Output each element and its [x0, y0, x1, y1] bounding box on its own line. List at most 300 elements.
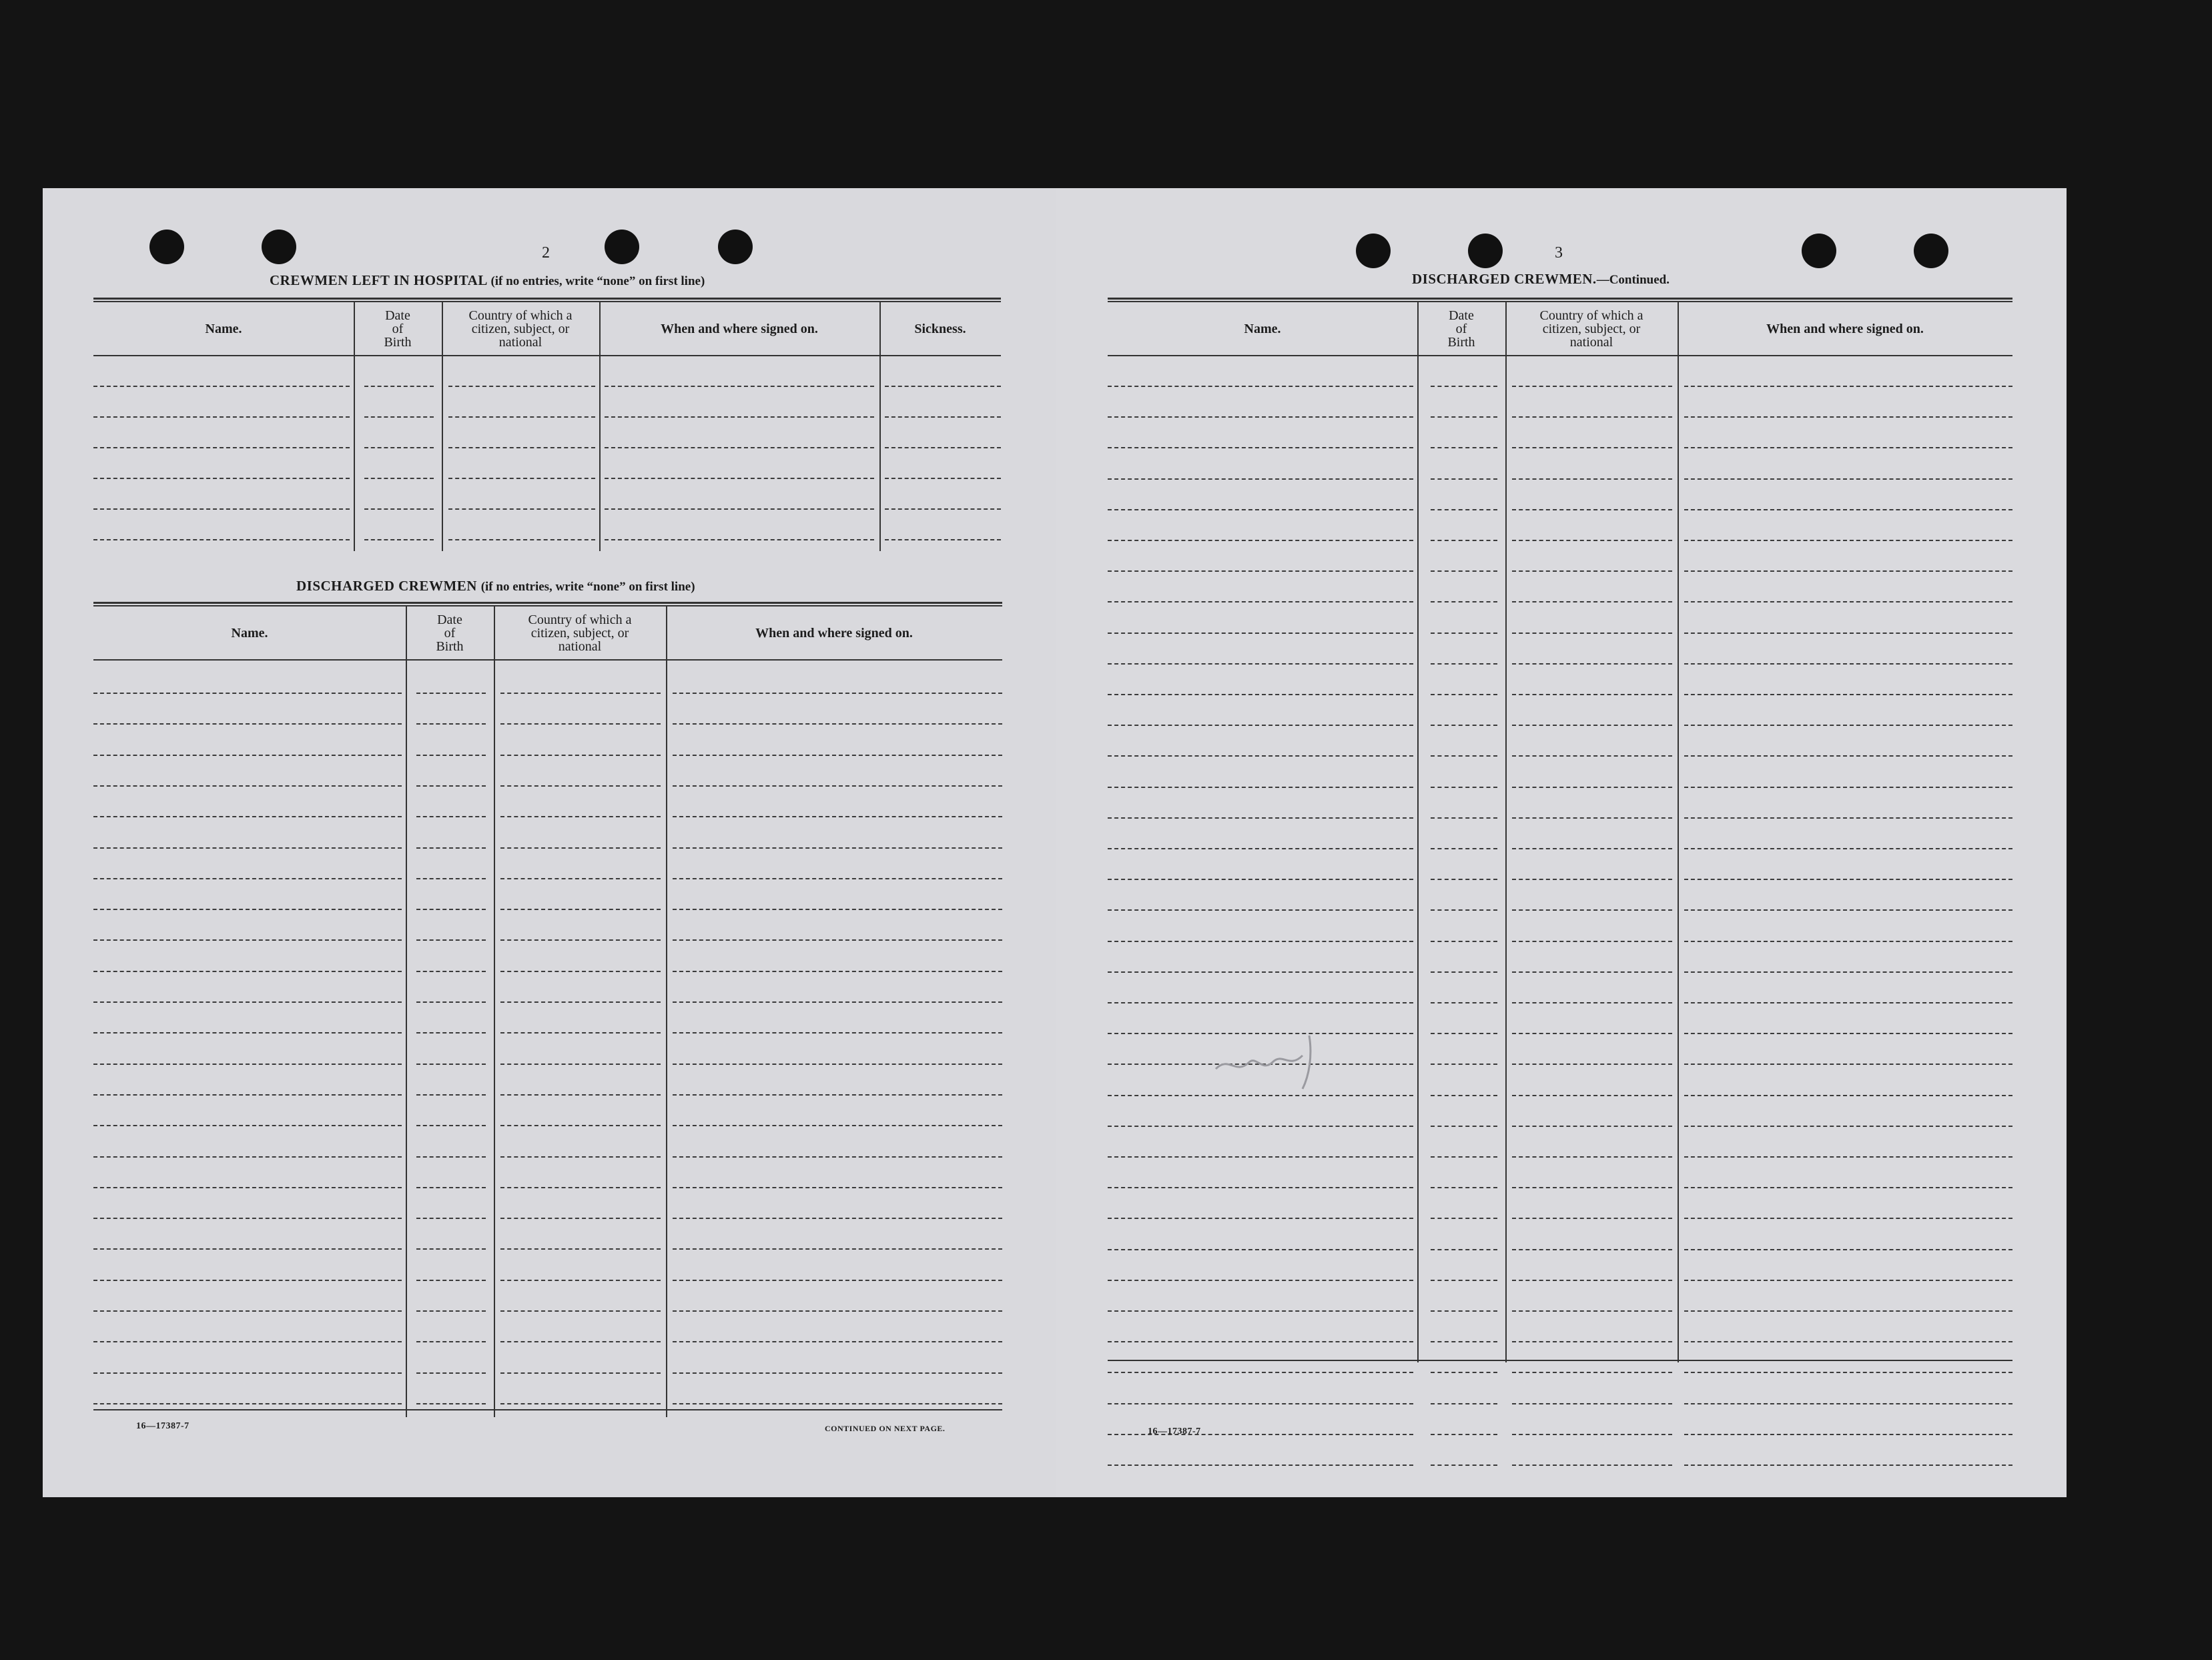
- col-header-name: Name.: [231, 626, 268, 641]
- ruled-line: [673, 909, 1002, 910]
- right-page: [1056, 188, 2067, 1497]
- col-header-country: Country of which a citizen, subject, or national: [1539, 308, 1643, 350]
- ruled-line: [364, 539, 434, 540]
- ruled-line: [673, 971, 1002, 972]
- ruled-line: [1512, 694, 1672, 695]
- ruled-line: [364, 508, 434, 510]
- discharged-ledger: [93, 602, 1002, 1416]
- ruled-line: [1108, 633, 1413, 634]
- ruled-line: [1108, 1249, 1413, 1250]
- ruled-line: [93, 1156, 402, 1158]
- ruled-line: [500, 1187, 661, 1188]
- ruled-line: [1512, 1064, 1672, 1065]
- ruled-line: [93, 1310, 402, 1312]
- punch-hole: [1468, 234, 1503, 268]
- ruled-line: [93, 1064, 402, 1065]
- col-header-dob: Date of Birth: [1447, 308, 1475, 350]
- ruled-line: [1684, 1187, 2012, 1188]
- ruled-line: [1431, 1126, 1497, 1127]
- ruled-line: [416, 816, 486, 817]
- ruled-line: [1431, 787, 1497, 788]
- ruled-line: [1108, 755, 1413, 757]
- form-number: 16—17387-7: [1148, 1426, 1201, 1436]
- ruled-line: [1431, 1156, 1497, 1158]
- ruled-line: [1684, 1341, 2012, 1342]
- ruled-line: [1431, 416, 1497, 418]
- ruled-line: [605, 478, 874, 479]
- ruled-line: [1108, 447, 1413, 448]
- discharged-title-text: DISCHARGED CREWMEN: [296, 578, 477, 594]
- ruled-line: [673, 1064, 1002, 1065]
- ruled-line: [1108, 1341, 1413, 1342]
- ruled-line: [1512, 386, 1672, 387]
- ruled-line: [1108, 1280, 1413, 1281]
- ruled-line: [93, 1280, 402, 1281]
- ruled-line: [673, 1187, 1002, 1188]
- ruled-line: [500, 1248, 661, 1250]
- page-number: 3: [1555, 244, 1563, 262]
- ruled-line: [885, 478, 1001, 479]
- ruled-line: [605, 539, 874, 540]
- ruled-line: [1431, 601, 1497, 602]
- ruled-line: [93, 1032, 402, 1033]
- ruled-line: [416, 1403, 486, 1404]
- ruled-line: [1512, 941, 1672, 942]
- ruled-line: [1431, 1218, 1497, 1219]
- ruled-line: [1431, 1465, 1497, 1466]
- ruled-line: [1431, 1403, 1497, 1404]
- pencil-mark: [1209, 1015, 1343, 1096]
- ruled-line: [885, 416, 1001, 418]
- ruled-line: [673, 1218, 1002, 1219]
- ruled-line: [1108, 601, 1413, 602]
- ruled-line: [1684, 1310, 2012, 1312]
- ruled-line: [500, 1064, 661, 1065]
- discharged-section-title: [296, 578, 695, 594]
- ruled-line: [1512, 1465, 1672, 1466]
- ruled-line: [1108, 386, 1413, 387]
- ruled-line: [93, 1403, 402, 1404]
- ruled-line: [93, 1187, 402, 1188]
- ruled-line: [673, 878, 1002, 879]
- ruled-line: [1512, 1033, 1672, 1034]
- continued-title-text: DISCHARGED CREWMEN.: [1412, 271, 1597, 287]
- col-header-dob: Date of Birth: [436, 612, 464, 654]
- ruled-line: [885, 447, 1001, 448]
- ruled-line: [93, 478, 350, 479]
- ruled-line: [1108, 1126, 1413, 1127]
- ruled-line: [1108, 941, 1413, 942]
- col-header-name: Name.: [1244, 322, 1281, 336]
- ruled-line: [93, 785, 402, 787]
- ruled-line: [1108, 1310, 1413, 1312]
- ruled-line: [1108, 416, 1413, 418]
- ruled-line: [1684, 1465, 2012, 1466]
- ruled-line: [1684, 848, 2012, 849]
- ruled-line: [1684, 1156, 2012, 1158]
- ruled-line: [500, 785, 661, 787]
- ruled-line: [1108, 848, 1413, 849]
- hospital-title-text: CREWMEN LEFT IN HOSPITAL: [270, 272, 487, 288]
- ruled-line: [1431, 879, 1497, 880]
- ruled-line: [416, 1218, 486, 1219]
- ruled-line: [1684, 601, 2012, 602]
- ruled-line: [1431, 1372, 1497, 1373]
- ruled-line: [93, 1341, 402, 1342]
- ruled-line: [1684, 1064, 2012, 1065]
- ruled-line: [1684, 941, 2012, 942]
- ruled-line: [1431, 1280, 1497, 1281]
- ruled-line: [416, 1032, 486, 1033]
- ruled-line: [1431, 971, 1497, 973]
- ruled-line: [448, 508, 595, 510]
- ruled-line: [416, 878, 486, 879]
- ruled-line: [1431, 1341, 1497, 1342]
- ruled-line: [673, 1001, 1002, 1003]
- ruled-line: [1512, 1249, 1672, 1250]
- ruled-line: [1512, 909, 1672, 911]
- col-header-signed: When and where signed on.: [755, 626, 913, 641]
- ruled-line: [1431, 848, 1497, 849]
- ruled-line: [416, 785, 486, 787]
- punch-hole: [1802, 234, 1836, 268]
- col-header-signed: When and where signed on.: [661, 322, 818, 336]
- ruled-line: [93, 939, 402, 941]
- ruled-line: [1684, 755, 2012, 757]
- ruled-line: [500, 723, 661, 725]
- ruled-line: [1512, 1372, 1672, 1373]
- ruled-line: [1684, 633, 2012, 634]
- ruled-line: [1431, 1434, 1497, 1435]
- ruled-line: [1684, 478, 2012, 480]
- ruled-line: [1431, 725, 1497, 726]
- ruled-line: [605, 447, 874, 448]
- ruled-line: [673, 847, 1002, 849]
- ruled-line: [1431, 694, 1497, 695]
- ruled-line: [416, 1125, 486, 1126]
- ruled-line: [416, 939, 486, 941]
- ruled-line: [1512, 478, 1672, 480]
- ruled-line: [673, 1156, 1002, 1158]
- continued-footnote: CONTINUED ON NEXT PAGE.: [825, 1424, 946, 1433]
- ruled-line: [1431, 817, 1497, 819]
- ruled-line: [1512, 1403, 1672, 1404]
- ruled-line: [1431, 633, 1497, 634]
- ruled-line: [1684, 540, 2012, 541]
- ruled-line: [500, 909, 661, 910]
- ruled-line: [1431, 1064, 1497, 1065]
- ruled-line: [500, 1156, 661, 1158]
- ruled-line: [1108, 570, 1413, 572]
- ruled-line: [364, 386, 434, 387]
- ruled-line: [1108, 1465, 1413, 1466]
- ruled-line: [448, 416, 595, 418]
- col-header-sickness: Sickness.: [914, 322, 966, 336]
- punch-hole: [1914, 234, 1948, 268]
- ruled-line: [93, 723, 402, 725]
- ruled-line: [1512, 1187, 1672, 1188]
- ruled-line: [605, 386, 874, 387]
- ruled-line: [364, 416, 434, 418]
- ruled-line: [1684, 971, 2012, 973]
- ruled-line: [1512, 447, 1672, 448]
- ruled-line: [673, 1248, 1002, 1250]
- ruled-line: [1512, 1156, 1672, 1158]
- ruled-line: [1431, 909, 1497, 911]
- left-page: [43, 188, 1058, 1497]
- ruled-line: [500, 1094, 661, 1096]
- discharged-continued-ledger: [1108, 298, 2012, 1365]
- ruled-line: [1684, 447, 2012, 448]
- ruled-line: [1684, 416, 2012, 418]
- ruled-line: [416, 1187, 486, 1188]
- ruled-line: [1108, 1403, 1413, 1404]
- ruled-line: [1512, 725, 1672, 726]
- ruled-line: [500, 755, 661, 756]
- ruled-line: [1108, 1156, 1413, 1158]
- ruled-line: [1512, 663, 1672, 665]
- ruled-line: [500, 1280, 661, 1281]
- hospital-title-note: (if no entries, write “none” on first line): [490, 274, 705, 288]
- punch-hole: [718, 230, 753, 264]
- ruled-line: [1684, 909, 2012, 911]
- ruled-line: [93, 847, 402, 849]
- ruled-line: [448, 386, 595, 387]
- ruled-line: [93, 539, 350, 540]
- ruled-line: [416, 1001, 486, 1003]
- ruled-line: [416, 1064, 486, 1065]
- ruled-line: [1684, 570, 2012, 572]
- ruled-line: [1684, 1126, 2012, 1127]
- ruled-line: [673, 755, 1002, 756]
- ruled-line: [885, 386, 1001, 387]
- ruled-line: [1512, 540, 1672, 541]
- ruled-line: [1512, 1434, 1672, 1435]
- ruled-line: [93, 1001, 402, 1003]
- ruled-line: [93, 909, 402, 910]
- ruled-line: [364, 478, 434, 479]
- ruled-line: [1512, 848, 1672, 849]
- ruled-line: [500, 1403, 661, 1404]
- ruled-line: [416, 971, 486, 972]
- ruled-line: [1108, 817, 1413, 819]
- ruled-line: [1684, 1434, 2012, 1435]
- ruled-line: [1431, 663, 1497, 665]
- punch-hole: [1356, 234, 1391, 268]
- ruled-line: [673, 1310, 1002, 1312]
- ruled-line: [448, 539, 595, 540]
- ruled-line: [1684, 1372, 2012, 1373]
- ruled-line: [416, 909, 486, 910]
- ruled-line: [1684, 694, 2012, 695]
- ruled-line: [93, 816, 402, 817]
- ruled-line: [673, 785, 1002, 787]
- ruled-line: [93, 447, 350, 448]
- ruled-line: [416, 693, 486, 694]
- ruled-line: [93, 1372, 402, 1374]
- ruled-line: [1684, 663, 2012, 665]
- ruled-line: [93, 971, 402, 972]
- ruled-line: [500, 1218, 661, 1219]
- punch-hole: [262, 230, 296, 264]
- ruled-line: [673, 1372, 1002, 1374]
- ruled-line: [1684, 1403, 2012, 1404]
- ruled-line: [416, 1372, 486, 1374]
- punch-hole: [605, 230, 639, 264]
- ruled-line: [416, 1248, 486, 1250]
- ruled-line: [416, 1156, 486, 1158]
- ruled-line: [1512, 1280, 1672, 1281]
- ruled-line: [1108, 694, 1413, 695]
- ruled-line: [500, 1125, 661, 1126]
- col-header-signed: When and where signed on.: [1766, 322, 1924, 336]
- ruled-line: [1512, 633, 1672, 634]
- ruled-line: [1431, 1002, 1497, 1003]
- ruled-line: [1431, 540, 1497, 541]
- ruled-line: [448, 478, 595, 479]
- ruled-line: [93, 1248, 402, 1250]
- punch-hole: [149, 230, 184, 264]
- ruled-line: [673, 816, 1002, 817]
- ruled-line: [1512, 879, 1672, 880]
- ruled-line: [673, 723, 1002, 725]
- ruled-line: [1431, 941, 1497, 942]
- ruled-line: [1512, 601, 1672, 602]
- ruled-line: [673, 1280, 1002, 1281]
- ruled-line: [500, 693, 661, 694]
- ruled-line: [93, 508, 350, 510]
- ruled-line: [416, 847, 486, 849]
- ruled-line: [500, 1310, 661, 1312]
- ruled-line: [500, 816, 661, 817]
- hospital-section-title: [270, 272, 705, 289]
- ruled-line: [1512, 755, 1672, 757]
- ruled-line: [1684, 879, 2012, 880]
- col-header-country: Country of which a citizen, subject, or national: [468, 308, 573, 350]
- ruled-line: [673, 693, 1002, 694]
- ruled-line: [416, 755, 486, 756]
- ruled-line: [93, 386, 350, 387]
- ruled-line: [1512, 1310, 1672, 1312]
- ruled-line: [416, 1310, 486, 1312]
- ruled-line: [1512, 1126, 1672, 1127]
- ruled-line: [1431, 1033, 1497, 1034]
- ruled-line: [673, 1341, 1002, 1342]
- discharged-title-note: (if no entries, write “none” on first line): [480, 580, 695, 594]
- ruled-line: [1108, 1002, 1413, 1003]
- ruled-line: [93, 416, 350, 418]
- ruled-line: [1108, 879, 1413, 880]
- hospital-ledger: [93, 298, 1001, 551]
- ruled-line: [605, 416, 874, 418]
- ruled-line: [1108, 787, 1413, 788]
- ruled-line: [1684, 509, 2012, 510]
- ruled-line: [1684, 1218, 2012, 1219]
- ruled-line: [93, 693, 402, 694]
- ruled-line: [364, 447, 434, 448]
- ruled-line: [1431, 755, 1497, 757]
- ruled-line: [1108, 540, 1413, 541]
- ruled-line: [93, 1094, 402, 1096]
- ruled-line: [93, 878, 402, 879]
- ruled-line: [1684, 1280, 2012, 1281]
- ruled-line: [1431, 386, 1497, 387]
- ruled-line: [93, 755, 402, 756]
- ruled-line: [500, 971, 661, 972]
- col-header-dob: Date of Birth: [384, 308, 412, 350]
- ruled-line: [416, 723, 486, 725]
- ruled-line: [1684, 1095, 2012, 1096]
- ruled-line: [500, 1001, 661, 1003]
- col-header-country: Country of which a citizen, subject, or national: [528, 612, 632, 654]
- ruled-line: [1108, 1218, 1413, 1219]
- ruled-line: [500, 878, 661, 879]
- ruled-line: [605, 508, 874, 510]
- ruled-line: [1108, 1187, 1413, 1188]
- ruled-line: [1684, 817, 2012, 819]
- ruled-line: [93, 1218, 402, 1219]
- ruled-line: [1431, 1310, 1497, 1312]
- ruled-line: [673, 1094, 1002, 1096]
- ruled-line: [1431, 1095, 1497, 1096]
- ruled-line: [500, 1032, 661, 1033]
- ruled-line: [416, 1341, 486, 1342]
- ruled-line: [1512, 1095, 1672, 1096]
- col-header-name: Name.: [205, 322, 242, 336]
- ruled-line: [1108, 971, 1413, 973]
- ruled-line: [1108, 725, 1413, 726]
- ruled-line: [1431, 478, 1497, 480]
- ruled-line: [1108, 478, 1413, 480]
- continued-label: —Continued.: [1596, 273, 1670, 287]
- ruled-line: [1512, 416, 1672, 418]
- form-number: 16—17387-7: [136, 1421, 190, 1431]
- ruled-line: [1431, 447, 1497, 448]
- page-number: 2: [542, 244, 550, 262]
- ruled-line: [500, 939, 661, 941]
- discharged-continued-title: [1412, 271, 1670, 288]
- ruled-line: [1431, 1249, 1497, 1250]
- ruled-line: [1512, 1002, 1672, 1003]
- ruled-line: [500, 847, 661, 849]
- ruled-line: [448, 447, 595, 448]
- ruled-line: [1108, 909, 1413, 911]
- ruled-line: [1108, 509, 1413, 510]
- ruled-line: [1431, 570, 1497, 572]
- ruled-line: [1512, 1341, 1672, 1342]
- ruled-line: [1684, 787, 2012, 788]
- ruled-line: [1512, 971, 1672, 973]
- ruled-line: [1684, 1249, 2012, 1250]
- ruled-line: [1431, 509, 1497, 510]
- ruled-line: [1684, 386, 2012, 387]
- ruled-line: [1512, 787, 1672, 788]
- ruled-line: [885, 539, 1001, 540]
- ruled-line: [1512, 509, 1672, 510]
- ruled-line: [673, 939, 1002, 941]
- ruled-line: [416, 1280, 486, 1281]
- ruled-line: [1431, 1187, 1497, 1188]
- ruled-line: [93, 1125, 402, 1126]
- ruled-line: [1684, 725, 2012, 726]
- ruled-line: [673, 1125, 1002, 1126]
- ruled-line: [1512, 570, 1672, 572]
- ruled-line: [1108, 1372, 1413, 1373]
- ruled-line: [1512, 817, 1672, 819]
- ruled-line: [885, 508, 1001, 510]
- ruled-line: [1108, 663, 1413, 665]
- ruled-line: [1684, 1033, 2012, 1034]
